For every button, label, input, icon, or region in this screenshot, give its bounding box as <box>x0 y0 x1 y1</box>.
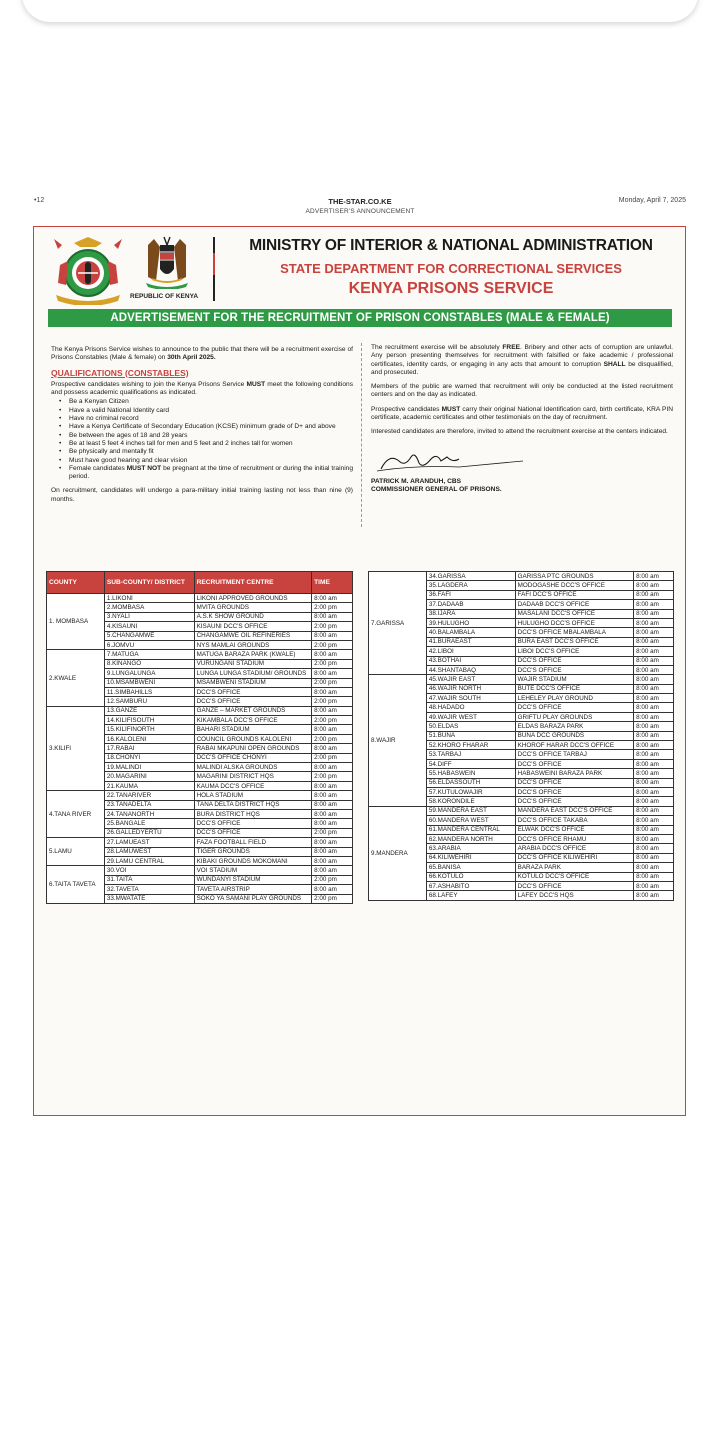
time-cell: 2:00 pm <box>312 640 353 649</box>
time-cell: 8:00 am <box>312 687 353 696</box>
centre-cell: TANA DELTA DISTRICT HQS <box>194 800 312 809</box>
list-item: • Be between the ages of 18 and 28 years <box>59 432 353 440</box>
sub-county-cell: 39.HULUGHO <box>426 618 515 627</box>
sub-county-cell: 17.RABAI <box>104 744 194 753</box>
warning-paragraph: Members of the public are warned that recruitment will only be conducted at the listed recruitment centers and on the day as indicated. <box>371 383 673 399</box>
centre-cell: KISAUNI DCC'S OFFICE <box>194 622 312 631</box>
list-item: • Be at least 5 feet 4 inches tall for men and 5 feet and 2 inches tall for women <box>59 440 353 448</box>
centre-cell: DCC'S OFFICE <box>515 703 633 712</box>
sub-county-cell: 65.BANISA <box>426 863 515 872</box>
centre-cell: DADAAB DCC'S OFFICE <box>515 600 633 609</box>
centre-cell: MAGARINI DISTRICT HQS <box>194 772 312 781</box>
sub-county-cell: 66.KOTULO <box>426 872 515 881</box>
table-row <box>47 866 353 875</box>
centre-cell: DCC'S OFFICE TARBAJ <box>515 750 633 759</box>
column-separator <box>361 343 362 527</box>
time-cell: 8:00 am <box>634 618 674 627</box>
requirements-list <box>59 398 353 481</box>
sub-county-cell: 56.ELDASSOUTH <box>426 778 515 787</box>
banner-title: ADVERTISEMENT FOR THE RECRUITMENT OF PRISON CONSTABLES (MALE & FEMALE) <box>48 309 672 327</box>
time-cell: 8:00 am <box>634 863 674 872</box>
page-header <box>34 197 686 221</box>
county-cell: 1. MOMBASA <box>47 594 105 650</box>
table-row <box>369 572 674 581</box>
advertisement <box>33 226 686 1116</box>
sub-county-cell: 20.MAGARINI <box>104 772 194 781</box>
sub-county-cell: 5.CHANGAMWE <box>104 631 194 640</box>
sub-county-cell: 37.DADAAB <box>426 600 515 609</box>
centre-cell: ELWAK DCC'S OFFICE <box>515 825 633 834</box>
sub-county-cell: 55.HABASWEIN <box>426 769 515 778</box>
centre-cell: FAZA FOOTBALL FIELD <box>194 838 312 847</box>
time-cell: 8:00 am <box>634 703 674 712</box>
time-cell: 8:00 am <box>634 844 674 853</box>
centre-cell: DCC'S OFFICE <box>194 828 312 837</box>
department-title: STATE DEPARTMENT FOR CORRECTIONAL SERVICES <box>280 261 622 276</box>
centre-cell: MSAMBWENI STADIUM <box>194 678 312 687</box>
centre-cell: SOKO YA SAMANI PLAY GROUNDS <box>194 894 312 903</box>
left-text-column <box>51 346 353 504</box>
table-row <box>369 675 674 684</box>
time-cell: 8:00 am <box>312 725 353 734</box>
time-cell: 8:00 am <box>634 741 674 750</box>
sub-county-cell: 27.LAMUEAST <box>104 838 194 847</box>
county-cell: 2.KWALE <box>47 650 105 706</box>
sub-county-cell: 25.BANGALE <box>104 819 194 828</box>
time-cell: 2:00 pm <box>312 734 353 743</box>
sub-county-cell: 44.SHANTABAQ <box>426 665 515 674</box>
sub-county-cell: 31.TAITA <box>104 875 194 884</box>
centre-cell: ELDAS BARAZA PARK <box>515 722 633 731</box>
sub-county-cell: 23.TANADELTA <box>104 800 194 809</box>
centre-cell: WUNDANYI STADIUM <box>194 875 312 884</box>
time-cell: 8:00 am <box>312 763 353 772</box>
time-cell: 8:00 am <box>634 656 674 665</box>
time-cell: 8:00 am <box>312 669 353 678</box>
sub-county-cell: 10.MSAMBWENI <box>104 678 194 687</box>
centre-cell: MATUGA BARAZA PARK (KWALE) <box>194 650 312 659</box>
page-number: •12 <box>34 197 45 204</box>
time-cell: 8:00 am <box>634 825 674 834</box>
recruitment-table-left <box>46 571 353 904</box>
sub-county-cell: 35.LAGDERA <box>426 581 515 590</box>
prisons-crest-icon <box>52 235 124 305</box>
time-cell: 8:00 am <box>634 806 674 815</box>
sub-county-cell: 24.TANANORTH <box>104 809 194 818</box>
ministry-title: MINISTRY OF INTERIOR & NATIONAL ADMINISTRATION <box>249 237 653 254</box>
table-row <box>47 650 353 659</box>
list-item: • Female candidates MUST NOT be pregnant at the time of recruitment or during the initial training period. <box>59 465 353 482</box>
county-cell: 6.TAITA TAVETA <box>47 866 105 904</box>
centre-cell: KHOROF HARAR DCC'S OFFICE <box>515 741 633 750</box>
time-cell: 2:00 pm <box>312 875 353 884</box>
centre-cell: GRIFTU PLAY GROUNDS <box>515 712 633 721</box>
time-cell: 8:00 am <box>634 731 674 740</box>
centre-cell: TAVETA AIRSTRIP <box>194 885 312 894</box>
time-cell: 8:00 am <box>312 781 353 790</box>
time-cell: 8:00 am <box>312 744 353 753</box>
service-title: KENYA PRISONS SERVICE <box>348 280 554 297</box>
sub-county-cell: 7.MATUGA <box>104 650 194 659</box>
time-cell: 8:00 am <box>312 706 353 715</box>
centre-cell: NYS MAMLAI GROUNDS <box>194 640 312 649</box>
sub-county-cell: 43.BOTHAI <box>426 656 515 665</box>
county-cell: 5.LAMU <box>47 838 105 866</box>
centre-cell: HULUGHO DCC'S OFFICE <box>515 618 633 627</box>
sub-county-cell: 8.KINANGO <box>104 659 194 668</box>
sub-county-cell: 19.MALINDI <box>104 763 194 772</box>
coat-of-arms-icon <box>140 235 194 289</box>
recruitment-date: 30th April 2025. <box>167 354 216 362</box>
county-cell: 3.KILIFI <box>47 706 105 791</box>
centre-cell: COUNCIL GROUNDS KALOLENI <box>194 734 312 743</box>
centre-cell: CHANGAMWE OIL REFINERIES <box>194 631 312 640</box>
top-card <box>22 0 698 22</box>
sub-county-cell: 49.WAJIR WEST <box>426 712 515 721</box>
centre-cell: DCC'S OFFICE RHAMU <box>515 834 633 843</box>
sub-county-cell: 48.HADADO <box>426 703 515 712</box>
centre-cell: GANZE – MARKET GROUNDS <box>194 706 312 715</box>
site-name: THE-STAR.CO.KE <box>328 197 392 206</box>
time-cell: 8:00 am <box>634 891 674 900</box>
sub-county-cell: 68.LAFEY <box>426 891 515 900</box>
sub-county-cell: 13.GANZE <box>104 706 194 715</box>
right-text-column <box>371 344 673 494</box>
sub-county-cell: 30.VOI <box>104 866 194 875</box>
time-cell: 8:00 am <box>634 609 674 618</box>
header-time: TIME <box>312 572 353 594</box>
table-header-row <box>47 572 353 594</box>
time-cell: 8:00 am <box>312 847 353 856</box>
time-cell: 8:00 am <box>312 866 353 875</box>
sub-county-cell: 36.FAFI <box>426 590 515 599</box>
centre-cell: WAJIR STADIUM <box>515 675 633 684</box>
recruitment-table-right <box>368 571 674 901</box>
county-cell: 7.GARISSA <box>369 572 427 675</box>
header-county: COUNTY <box>47 572 105 594</box>
time-cell: 8:00 am <box>634 647 674 656</box>
centre-cell: KIKAMBALA DCC'S OFFICE <box>194 716 312 725</box>
table-row <box>47 791 353 800</box>
centre-cell: DCC'S OFFICE TAKABA <box>515 816 633 825</box>
time-cell: 2:00 pm <box>312 772 353 781</box>
centre-cell: MASALANI DCC'S OFFICE <box>515 609 633 618</box>
centre-cell: KAUMA DCC'S OFFICE <box>194 781 312 790</box>
time-cell: 8:00 am <box>312 809 353 818</box>
centre-cell: LAFEY DCC'S HQS <box>515 891 633 900</box>
time-cell: 8:00 am <box>634 872 674 881</box>
sub-county-cell: 3.NYALI <box>104 612 194 621</box>
sub-county-cell: 60.MANDERA WEST <box>426 816 515 825</box>
time-cell: 8:00 am <box>634 637 674 646</box>
header-centre: RECRUITMENT CENTRE <box>194 572 312 594</box>
centre-cell: DCC'S OFFICE <box>194 687 312 696</box>
sub-county-cell: 4.KISAUNI <box>104 622 194 631</box>
free-paragraph: The recruitment exercise will be absolutely FREE. Bribery and other acts of corruption are unlawful. Any person presenting themselves for recruitment with falsified or fake academic / professional certificates, identity cards, or engaging in any acts that amount to corruption SHALL be disqualified, and prosecuted. <box>371 344 674 376</box>
sub-county-cell: 67.ASHABITO <box>426 881 515 890</box>
time-cell: 8:00 am <box>634 722 674 731</box>
centre-cell: FAFI DCC'S OFFICE <box>515 590 633 599</box>
centre-cell: MALINDI ALSKA GROUNDS <box>194 763 312 772</box>
sub-county-cell: 22.TANARIVER <box>104 791 194 800</box>
centre-cell: DCC'S OFFICE <box>515 656 633 665</box>
sub-county-cell: 47.WAJIR SOUTH <box>426 694 515 703</box>
centre-cell: VOI STADIUM <box>194 866 312 875</box>
time-cell: 8:00 am <box>312 885 353 894</box>
centre-cell: RABAI MKAPUNI OPEN GROUNDS <box>194 744 312 753</box>
time-cell: 8:00 am <box>634 816 674 825</box>
centre-cell: LUNGA LUNGA STADIUM/ GROUNDS <box>194 669 312 678</box>
sub-county-cell: 33.MWATATE <box>104 894 194 903</box>
time-cell: 8:00 am <box>634 759 674 768</box>
masthead <box>34 197 686 215</box>
time-cell: 2:00 pm <box>312 753 353 762</box>
time-cell: 8:00 am <box>312 819 353 828</box>
centre-cell: BURA EAST DCC'S OFFICE <box>515 637 633 646</box>
sub-county-cell: 52.KHORO FHARAR <box>426 741 515 750</box>
sub-county-cell: 14.KILIFISOUTH <box>104 716 194 725</box>
time-cell: 8:00 am <box>634 600 674 609</box>
issue-date: Monday, April 7, 2025 <box>618 197 686 204</box>
time-cell: 8:00 am <box>312 800 353 809</box>
centre-cell: LIBOI DCC'S OFFICE <box>515 647 633 656</box>
sub-county-cell: 45.WAJIR EAST <box>426 675 515 684</box>
centre-cell: BARAZA PARK <box>515 863 633 872</box>
list-item: • Have no criminal record <box>59 415 353 423</box>
sub-county-cell: 40.BALAMBALA <box>426 628 515 637</box>
sub-county-cell: 21.KAUMA <box>104 781 194 790</box>
time-cell: 8:00 am <box>634 694 674 703</box>
sub-county-cell: 53.TARBAJ <box>426 750 515 759</box>
documents-paragraph: Prospective candidates MUST carry their original National Identification card, birth certificate, KRA PIN certificate, academic certificates and other testimonials on the day of recruitment. <box>371 405 673 422</box>
sub-county-cell: 51.BUNA <box>426 731 515 740</box>
sub-county-cell: 54.DIFF <box>426 759 515 768</box>
centre-cell: DCC'S OFFICE <box>515 778 633 787</box>
sub-county-cell: 62.MANDERA NORTH <box>426 834 515 843</box>
time-cell: 8:00 am <box>312 791 353 800</box>
time-cell: 8:00 am <box>312 612 353 621</box>
sub-county-cell: 1.LIKONI <box>104 594 194 603</box>
time-cell: 8:00 am <box>312 838 353 847</box>
centre-cell: LEHELEY PLAY GROUND <box>515 694 633 703</box>
time-cell: 8:00 am <box>634 572 674 581</box>
list-item: • Be a Kenyan Citizen <box>59 398 353 406</box>
time-cell: 8:00 am <box>634 675 674 684</box>
time-cell: 8:00 am <box>634 778 674 787</box>
sub-county-cell: 16.KALOLENI <box>104 734 194 743</box>
centre-cell: DCC'S OFFICE <box>515 665 633 674</box>
sub-county-cell: 64.KILIWEHIRI <box>426 853 515 862</box>
table-row <box>369 806 674 815</box>
time-cell: 2:00 pm <box>312 603 353 612</box>
time-cell: 8:00 am <box>634 881 674 890</box>
sub-county-cell: 34.GARISSA <box>426 572 515 581</box>
time-cell: 8:00 am <box>634 628 674 637</box>
time-cell: 8:00 am <box>634 853 674 862</box>
time-cell: 8:00 am <box>634 590 674 599</box>
sub-county-cell: 12.SAMBURU <box>104 697 194 706</box>
centre-cell: ARABIA DCC'S OFFICE <box>515 844 633 853</box>
sub-county-cell: 38.IJARA <box>426 609 515 618</box>
list-item: • Must have good hearing and clear vision <box>59 457 353 465</box>
centre-cell: GARISSA PTC GROUNDS <box>515 572 633 581</box>
time-cell: 8:00 am <box>634 712 674 721</box>
centre-cell: BUNA DCC GROUNDS <box>515 731 633 740</box>
table-row <box>47 706 353 715</box>
centre-cell: MODOGASHE DCC'S OFFICE <box>515 581 633 590</box>
time-cell: 2:00 pm <box>312 828 353 837</box>
time-cell: 8:00 am <box>634 834 674 843</box>
county-cell: 9.MANDERA <box>369 806 427 900</box>
sub-county-cell: 28.LAMUWEST <box>104 847 194 856</box>
centre-cell: DCC'S OFFICE <box>515 797 633 806</box>
centre-cell: MANDERA EAST DCC'S OFFICE <box>515 806 633 815</box>
sub-county-cell: 29.LAMU CENTRAL <box>104 856 194 865</box>
divider-accent <box>213 253 215 275</box>
sub-county-cell: 9.LUNGALUNGA <box>104 669 194 678</box>
sub-county-cell: 11.SIMBAHILLS <box>104 687 194 696</box>
sub-county-cell: 63.ARABIA <box>426 844 515 853</box>
list-item: • Have a Kenya Certificate of Secondary Education (KCSE) minimum grade of D+ and above <box>59 423 353 431</box>
sub-county-cell: 26.GALLEDYERTU <box>104 828 194 837</box>
sub-county-cell: 18.CHONYI <box>104 753 194 762</box>
time-cell: 8:00 am <box>634 684 674 693</box>
centre-cell: DCC'S OFFICE <box>194 819 312 828</box>
centre-cell: KOTULO DCC'S OFFICE <box>515 872 633 881</box>
time-cell: 8:00 am <box>312 594 353 603</box>
time-cell: 8:00 am <box>312 856 353 865</box>
sub-county-cell: 6.JOMVU <box>104 640 194 649</box>
signatory-title: COMMISSIONER GENERAL OF PRISONS. <box>371 485 502 493</box>
header-sub-county: SUB-COUNTY/ DISTRICT <box>104 572 194 594</box>
centre-cell: HABASWEINI BARAZA PARK <box>515 769 633 778</box>
centre-cell: DCC'S OFFICE <box>515 881 633 890</box>
time-cell: 8:00 am <box>634 787 674 796</box>
centre-cell: BAHARI STADIUM <box>194 725 312 734</box>
time-cell: 2:00 pm <box>312 622 353 631</box>
time-cell: 2:00 pm <box>312 697 353 706</box>
centre-cell: DCC'S OFFICE <box>515 759 633 768</box>
centre-cell: MVITA GROUNDS <box>194 603 312 612</box>
centre-cell: HOLA STADIUM <box>194 791 312 800</box>
sub-county-cell: 57.KUTULOWAJIR <box>426 787 515 796</box>
time-cell: 8:00 am <box>634 665 674 674</box>
sub-county-cell: 42.LIBOI <box>426 647 515 656</box>
table-row <box>47 594 353 603</box>
time-cell: 2:00 pm <box>312 716 353 725</box>
sub-county-cell: 59.MANDERA EAST <box>426 806 515 815</box>
signature-icon <box>375 449 525 475</box>
centre-cell: DCC'S OFFICE MBALAMBALA <box>515 628 633 637</box>
time-cell: 2:00 pm <box>312 678 353 687</box>
sub-county-cell: 50.ELDAS <box>426 722 515 731</box>
sub-county-cell: 61.MANDERA CENTRAL <box>426 825 515 834</box>
sub-county-cell: 46.WAJIR NORTH <box>426 684 515 693</box>
time-cell: 8:00 am <box>634 750 674 759</box>
list-item: • Be physically and mentally fit <box>59 448 353 456</box>
time-cell: 8:00 am <box>634 581 674 590</box>
invitation-paragraph: Interested candidates are therefore, invited to attend the recruitment exercise at the centers indicated. <box>371 428 668 436</box>
time-cell: 2:00 pm <box>312 659 353 668</box>
table-row <box>47 838 353 847</box>
time-cell: 8:00 am <box>634 769 674 778</box>
sub-county-cell: 2.MOMBASA <box>104 603 194 612</box>
centre-cell: DCC'S OFFICE CHONYI <box>194 753 312 762</box>
sub-county-cell: 15.KILIFINORTH <box>104 725 194 734</box>
centre-cell: LIKONI APPROVED GROUNDS <box>194 594 312 603</box>
centre-cell: DCC'S OFFICE KILIWEHIRI <box>515 853 633 862</box>
centre-cell: TIGER GROUNDS <box>194 847 312 856</box>
republic-label: REPUBLIC OF KENYA <box>130 293 199 300</box>
county-cell: 4.TANA RIVER <box>47 791 105 838</box>
centre-cell: VURUNGANI STADIUM <box>194 659 312 668</box>
centre-cell: BURA DISTRICT HQS <box>194 809 312 818</box>
sub-county-cell: 32.TAVETA <box>104 885 194 894</box>
centre-cell: A.S.K SHOW GROUND <box>194 612 312 621</box>
county-cell: 8.WAJIR <box>369 675 427 806</box>
intro-paragraph: The Kenya Prisons Service wishes to announce to the public that there will be a recruitment exercise of Prisons Constables (Male & female) on 30th April 2025. <box>51 346 353 362</box>
list-item: • Have a valid National Identity card <box>59 407 353 415</box>
centre-cell: BUTE DCC'S OFFICE <box>515 684 633 693</box>
time-cell: 2:00 pm <box>312 894 353 903</box>
training-note: On recruitment, candidates will undergo a para-military initial training lasting not less than nine (9) months. <box>51 487 353 503</box>
signatory-name: PATRICK M. ARANDUH, CBS <box>371 477 461 485</box>
time-cell: 8:00 am <box>312 650 353 659</box>
sub-county-cell: 58.KORONDILE <box>426 797 515 806</box>
prospective-paragraph: Prospective candidates wishing to join the Kenya Prisons Service MUST meet the following conditions and possess academic qualifications as indicated. <box>51 380 353 397</box>
centre-cell: DCC'S OFFICE <box>515 787 633 796</box>
time-cell: 8:00 am <box>634 797 674 806</box>
qualifications-heading: QUALIFICATIONS (CONSTABLES) <box>51 367 189 378</box>
sub-county-cell: 41.BURAEAST <box>426 637 515 646</box>
section-label: ADVERTISER'S ANNOUNCEMENT <box>305 208 415 215</box>
centre-cell: KIBAKI GROUNDS MOKOMANI <box>194 856 312 865</box>
time-cell: 8:00 am <box>312 631 353 640</box>
centre-cell: DCC'S OFFICE <box>194 697 312 706</box>
